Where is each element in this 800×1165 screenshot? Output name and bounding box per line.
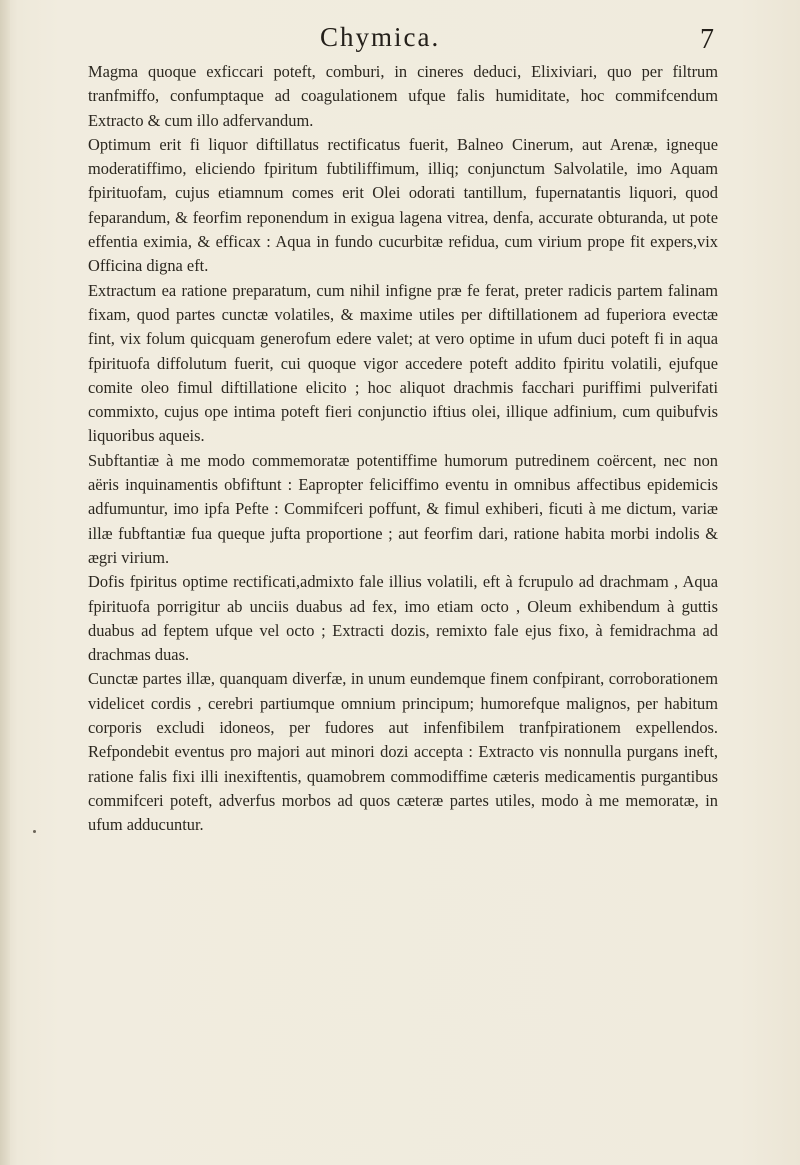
body-text [88, 60, 718, 838]
page-gutter [0, 0, 10, 1165]
paragraph-3: Extractum ea ratione preparatum, cum nihil infigne præ fe ferat, preter radicis partem falinam fixam, quod partes cunctæ volatiles, & maxime utiles per diftillationem ad fuperiora evectæ fint, vix folum quicquam generofum edere valet; at vero optime in ufum duci poteft fi in aqua fpirituofa diffolutum fuerit, cui quoque vigor accedere poteft addito fpiritu volatili, ejufque comite oleo fimul diftillatione elicito ; hoc aliquot drachmis facchari puriffimi pulverifati commixto, cujus ope intima poteft fieri conjunctio iftius olei, illique adfinium, cum quibufvis liquoribus aqueis. [88, 280, 718, 446]
paragraph-6: Cunctæ partes illæ, quanquam diverfæ, in unum eundemque finem confpirant, corroborationem videlicet cordis , cerebri partiumque omnium principum; humorefque malignos, per habitum corporis excludi idoneos, per fudores aut infenfibilem tranfpirationem expellendos. Refpondebit eventus pro majori aut minori dozi accepta : Extracto vis nonnulla purgans ineft, ratione falis fixi illi inexiftentis, quamobrem commodiffime cæteris medicamentis purgantibus commifceri poteft, adverfus morbos ad quos cæteræ partes utiles, modo à me memoratæ, in ufum adducuntur. [88, 669, 718, 835]
paragraph-2: Optimum erit fi liquor diftillatus rectificatus fuerit, Balneo Cinerum, aut Arenæ, igneque moderatiffimo, eliciendo fpiritum fubtiliffimum, illiq; conjunctum Salvolatile, imo Aquam fpirituofam, cujus etiamnum comes erit Olei odorati tantillum, fupernatantis liquori, quod feparandum, & feorfim reponendum in exigua lagena vitrea, denfa, accurate obturanda, ut pote effentia eximia, & efficax : Aqua in fundo cucurbitæ refidua, cum virium prope fit expers,vix Officina digna eft. [88, 134, 718, 276]
paragraph-5: Dofis fpiritus optime rectificati,admixto fale illius volatili, eft à fcrupulo ad drachmam , Aqua fpirituofa porrigitur ab unciis duabus ad fex, imo etiam octo , Oleum exhibendum à guttis duabus ad feptem ufque vel octo ; Extracti dozis, remixto fale ejus fixo, à femidrachma ad drachmas duas. [88, 572, 718, 665]
margin-ink-mark [33, 830, 36, 833]
running-title: Chymica. [320, 22, 441, 52]
page-number: 7 [700, 24, 714, 55]
page-header [80, 22, 720, 62]
paragraph-1: Magma quoque exficcari poteft, comburi, in cineres deduci, Elixiviari, quo per filtrum tranfmiffo, confumptaque ad coagulationem ufque falis humiditate, hoc commifcendum Extracto & cum illo adfervandum. [88, 62, 718, 130]
paragraph-4: Subftantiæ à me modo commemoratæ potentiffime humorum putredinem coërcent, nec non aëris inquinamentis obfiftunt : Eapropter feliciffimo eventu in omnibus affectibus epidemicis adfumuntur, imo ipfa Pefte : Commifceri poffunt, & fimul exhiberi, ficuti à me dictum, variæ illæ fubftantiæ fua queque jufta proportione ; aut feorfim dari, ratione habita morbi indolis & ægri virium. [88, 450, 718, 567]
